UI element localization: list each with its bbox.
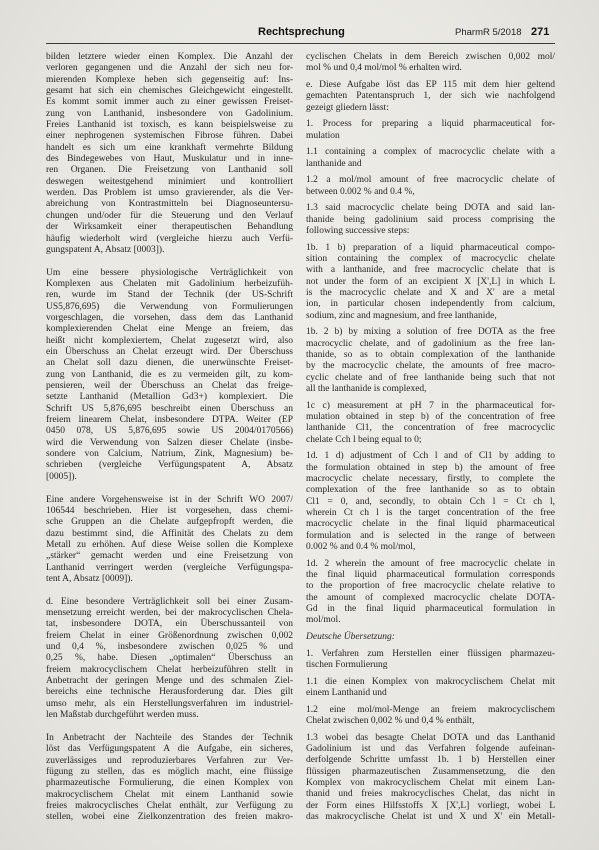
text-line: with a lanthanide, and free macrocyclic chelate that is bbox=[306, 265, 555, 276]
text-line: thanid und freies makrocyclisches Chelat, das nicht in bbox=[306, 789, 555, 800]
paragraph bbox=[306, 52, 555, 75]
text-line: macrocyclic chelate in the final liquid pharmaceutical bbox=[306, 519, 555, 530]
text-line: einer nephrogenen systemischen Fibrose führen. Dabei bbox=[46, 131, 293, 142]
text-line: sodium, zinc and magnesium, and free lanthanide, bbox=[306, 310, 497, 321]
text-line: Komplexen aus Chelaten mit Gadolinium herbeizufüh- bbox=[46, 278, 293, 289]
text-line: fügung zu stellen, das es möglich macht, eine flüssige bbox=[46, 766, 293, 777]
text-line: vorgeschlagen, die vorsehen, dass dem das Lanthanid bbox=[46, 312, 293, 323]
text-line: zung von Lanthanid, insbesondere von Gadolinium. bbox=[46, 108, 293, 119]
text-line: chungen und/oder für die Steuerung und den Verlauf bbox=[46, 210, 293, 221]
page-header bbox=[46, 24, 555, 44]
text-line: Freies Lanthanid ist toxisch, es kann beispielsweise zu bbox=[46, 120, 293, 131]
text-line: US5,876,695) die Verwendung von Formulierungen bbox=[46, 301, 293, 312]
paragraph bbox=[306, 677, 555, 700]
text-line: Schrift US 5,876,695 beschreibt einen Überschuss an bbox=[46, 403, 293, 414]
translation-heading: Deutsche Übersetzung: bbox=[306, 632, 395, 643]
text-line: len Maßstab durchgeführt werden muss. bbox=[46, 710, 199, 721]
text-line: handelt es sich um eine krankhaft vermehrte Bildung bbox=[46, 142, 293, 153]
text-line: e. Diese Aufgabe löst das EP 115 mit dem hier geltend bbox=[306, 79, 555, 90]
paragraph bbox=[306, 203, 555, 237]
text-line: gemachten Patentanspruch 1, der sich wie nachfolgend bbox=[306, 91, 555, 102]
text-line: bereichs eine technische Herausforderung dar. Dies gilt bbox=[46, 687, 293, 698]
text-line: Cl1 = 0, and, secondly, to obtain Cch l = Ct ch l, bbox=[306, 496, 555, 507]
text-line: freiem Chelat in einer Größenordnung zwischen 0,002 bbox=[46, 630, 293, 641]
paragraph bbox=[306, 705, 555, 728]
text-line: formulation and is selected in the range of between bbox=[306, 530, 555, 541]
text-line: verloren gegangenen und die Anzahl der sich neu for- bbox=[46, 63, 293, 74]
text-line: heißt nicht komplexiertem, Chelat zugesetzt wird, also bbox=[46, 335, 293, 346]
text-line: lanthanide Cl1, the concentration of free macrocyclic bbox=[306, 423, 555, 434]
text-line: Anbetracht der geringen Menge und des schmalen Ziel- bbox=[46, 676, 293, 687]
text-line: the formulation obtained in step b) the amount of free bbox=[306, 462, 555, 473]
text-line: 1.3 said macrocyclic chelate being DOTA and said lan- bbox=[306, 203, 555, 214]
text-line: der Wirksamkeit einer therapeutischen Behandlung bbox=[46, 222, 293, 233]
text-line: Eine andere Vorgehensweise ist in der Schrift WO 2007/ bbox=[46, 494, 293, 505]
text-line: komplexierenden Chelat eine Menge an freiem, das bbox=[46, 324, 293, 335]
claim-translation-text bbox=[306, 649, 555, 824]
text-line: wherein Ct ch l is the target concentration of the free bbox=[306, 508, 555, 519]
text-line: to the proportion of free macrocyclic chelate relative to bbox=[306, 581, 555, 592]
text-line: tent A, Absatz [0009]). bbox=[46, 573, 133, 584]
paragraph bbox=[306, 451, 555, 553]
text-line: schrieben (vergleiche Verfügungspatent A, Absatz bbox=[46, 460, 293, 471]
text-line: dazu bestimmt sind, die Affinität des Chelats zu dem bbox=[46, 528, 293, 539]
text-line: zuverlässiges und reproduzierbares Verfahren zur Ver- bbox=[46, 755, 293, 766]
text-line: mensetzung erreicht werden, bei der makrocyclischen Chela- bbox=[46, 607, 293, 618]
text-line: pharmazeutische Formulierung, die einen Komplex von bbox=[46, 778, 293, 789]
text-line: pensieren, weil der Überschuss an Chelat das freige- bbox=[46, 381, 293, 392]
text-line: cyclischen Chelats in dem Bereich zwischen 0,002 mol/ bbox=[306, 52, 555, 62]
text-line: sche Gruppen an die Chelate aufgepfropft werden, die bbox=[46, 517, 293, 528]
text-line: 1. Process for preparing a liquid pharmaceutical for- bbox=[306, 119, 555, 130]
text-line: das makrocyclische Chelat ist und X und X' ein Metall- bbox=[306, 812, 555, 823]
text-line: Chelat zwischen 0,002 % und 0,4 % enthält, bbox=[306, 716, 475, 727]
text-line: Um eine bessere physiologische Verträglichkeit von bbox=[46, 267, 293, 278]
text-line: chelate Cch l being equal to 0; bbox=[306, 434, 422, 445]
paragraph bbox=[306, 243, 555, 322]
text-line: 1.2 a mol/mol amount of free macrocyclic chelate of bbox=[306, 175, 555, 186]
text-line: ion, in particular chosen independently from calcium, bbox=[306, 299, 555, 310]
text-line: mulation obtained in step b) of the concentration of free bbox=[306, 412, 555, 422]
text-line: ein Überschuss an Chelat erzeugt wird. Der Überschuss bbox=[46, 346, 293, 357]
text-line: 1.1 die einen Komplex von makrocyclischem Chelat mit bbox=[306, 676, 555, 687]
journal-issue: PharmR 5/2018 bbox=[455, 27, 522, 38]
text-line: 1b. 2 b) by mixing a solution of free DOTA as the free bbox=[306, 327, 555, 338]
paragraph bbox=[306, 327, 555, 395]
text-line: by the macrocyclic chelate, the amounts of free macro- bbox=[306, 361, 555, 372]
text-line: thanide being gadolinium said process comprising the bbox=[306, 214, 555, 225]
text-line: Komplex von makrocyclischem Chelat mit einem Lan- bbox=[306, 778, 555, 789]
text-line: setzte Lanthanid (Metallion Gd3+) komplexiert. Die bbox=[46, 392, 293, 403]
text-line: tischen Formulierung bbox=[306, 660, 388, 671]
text-line: deswegen weitestgehend minimiert und kontrolliert bbox=[46, 176, 293, 187]
text-line: lanthanide and bbox=[306, 158, 362, 169]
text-line: cyclic chelate and of free lanthanide being such that not bbox=[306, 372, 555, 383]
text-line: all the lanthanide is complexed, bbox=[306, 384, 427, 395]
text-line: 1c c) measurement at pH 7 in the pharmaceutical for- bbox=[306, 400, 555, 411]
text-line: not under the form of an excipient X [X',L] in which L bbox=[306, 276, 555, 287]
paragraph bbox=[46, 597, 293, 722]
paragraph bbox=[306, 147, 555, 170]
text-line: makrocyclischem Chelat mit einem Lanthanid sowie bbox=[46, 789, 293, 800]
text-line: tat, insbesondere DOTA, ein Überschussanteil von bbox=[46, 619, 293, 630]
text-line: macrocyclic chelate, and of gadolinium as the free lan- bbox=[306, 338, 555, 349]
paragraph bbox=[306, 175, 555, 198]
text-line: und 0,4 %, insbesondere zwischen 0,025 % und bbox=[46, 642, 293, 653]
text-line: [0005]). bbox=[46, 471, 77, 482]
text-line: abreichung von Kontrastmitteln bei Diagnoseuntersu- bbox=[46, 199, 293, 210]
text-line: sondere von Calcium, Natrium, Zink, Magnesium) be- bbox=[46, 449, 293, 460]
section-title: Rechtsprechung bbox=[258, 26, 345, 38]
text-line: gezeigt gliedern lässt: bbox=[306, 102, 389, 113]
paragraph bbox=[306, 401, 555, 446]
paragraph bbox=[306, 649, 555, 672]
text-line: In Anbetracht der Nachteile des Standes der Technik bbox=[46, 732, 293, 743]
text-line: 1. Verfahren zum Herstellen einer flüssigen pharmazeu- bbox=[306, 648, 555, 659]
text-line: einem Lanthanid und bbox=[306, 688, 387, 699]
text-line: löst das Verfügungspatent A die Aufgabe, ein sicheres, bbox=[46, 744, 293, 755]
text-line: freiem makrocyclischem Chelat herbeizuführen stellt in bbox=[46, 664, 293, 675]
text-line: macrocyclic chelate necessary, firstly, to complete the bbox=[306, 474, 555, 485]
text-line: stellen, wobei eine Zielkonzentration des freien makro- bbox=[46, 812, 293, 823]
text-line: between 0.002 % and 0.4 %, bbox=[306, 186, 415, 197]
text-line: werden. Das Problem ist umso gravierender, als die Ver- bbox=[46, 188, 293, 199]
text-line: derfolgende Schritte umfasst 1b. 1 b) Herstellen einer bbox=[306, 755, 555, 766]
text-line: wird die Verwendung von Salzen dieser Chelate (insbe- bbox=[46, 437, 293, 448]
left-column bbox=[46, 52, 293, 824]
text-line: Metall zu erhöhen. Auf diese Weise sollen die Komplexe bbox=[46, 539, 293, 550]
paragraph bbox=[46, 52, 293, 256]
text-line: 1d. 1 d) adjustment of Cch l and of Cl1 by adding to bbox=[306, 451, 555, 462]
text-line: 0,25 %, habe. Diesen „optimalen“ Überschuss an bbox=[46, 653, 293, 664]
text-line: an Chelat soll dazu dienen, die unerwünschte Freiset- bbox=[46, 358, 293, 369]
text-line: häufig wiederholt wird (vergleiche hierzu auch Verfü- bbox=[46, 233, 293, 244]
text-line: following successive steps: bbox=[306, 225, 410, 236]
text-line: gungspatent A, Absatz [0003]). bbox=[46, 244, 165, 255]
text-line: mierenden Komplexe heben sich gegenseitig auf: Ins- bbox=[46, 74, 293, 85]
text-line: des Bindegewebes von Haut, Muskulatur und in inne- bbox=[46, 154, 293, 165]
text-line: 1.1 containing a complex of macrocyclic chelate with a bbox=[306, 147, 555, 158]
paragraph bbox=[306, 559, 555, 627]
text-line: mol/mol. bbox=[306, 615, 341, 626]
right-column bbox=[306, 52, 555, 823]
paragraph bbox=[306, 733, 555, 824]
text-line: mulation bbox=[306, 130, 340, 141]
text-line: „stärker“ gemacht werden und eine Freisetzung von bbox=[46, 551, 293, 562]
text-line: der Form eines Hilfsstoffs X [X',L] vorliegt, wobei L bbox=[306, 800, 555, 811]
text-line: is the macrocyclic chelate and X and X' are a metal bbox=[306, 287, 555, 298]
text-line: the final liquid pharmaceutical formulation corresponds bbox=[306, 570, 555, 581]
text-line: d. Eine besondere Verträglichkeit soll bei einer Zusam- bbox=[46, 596, 293, 607]
text-line: thanide, so as to obtain complexation of the lanthanide bbox=[306, 349, 555, 360]
text-line: Es kommt somit immer auch zu einer gewissen Freiset- bbox=[46, 97, 293, 108]
text-line: freies makrocyclisches Chelat enthält, zur Verfügung zu bbox=[46, 800, 293, 811]
text-line: 0.002 % and 0.4 % mol/mol, bbox=[306, 542, 416, 553]
text-line: ren Organen. Die Freisetzung von Lanthanid soll bbox=[46, 165, 293, 176]
text-line: 1.3 wobei das besagte Chelat DOTA und das Lanthanid bbox=[306, 732, 555, 743]
text-line: Gadolinium ist und das Verfahren folgende aufeinan- bbox=[306, 744, 555, 755]
text-line: ren, wurde im Stand der Technik (der US-Schrift bbox=[46, 290, 293, 301]
paragraph bbox=[306, 119, 555, 142]
paragraph bbox=[46, 495, 293, 586]
text-line: the amount of complexed macrocyclic chelate DOTA- bbox=[306, 592, 555, 603]
text-line: mol % und 0,4 mol/mol % erhalten wird. bbox=[306, 63, 462, 74]
text-line: 106544 beschrieben. Hier ist vorgesehen, dass chemi- bbox=[46, 505, 293, 516]
paragraph bbox=[46, 268, 293, 484]
text-line: bilden letztere wieder einen Komplex. Die Anzahl der bbox=[46, 52, 293, 62]
text-line: flüssigen pharmazeutischen Zusammensetzung, die den bbox=[306, 766, 555, 777]
text-line: 1b. 1 b) preparation of a liquid pharmaceutical compo- bbox=[306, 242, 555, 253]
claim-original-text bbox=[306, 52, 555, 627]
text-line: zung von Lanthanid, die es zu vermeiden gilt, zu kom- bbox=[46, 369, 293, 380]
text-line: Gd in the final liquid pharmaceutical formulation in bbox=[306, 604, 555, 615]
paragraph bbox=[306, 80, 555, 114]
text-line: complexation of the free lanthanide so as to obtain bbox=[306, 485, 555, 496]
text-line: umso mehr, als ein Herstellungsverfahren im industriel- bbox=[46, 698, 293, 709]
text-line: 0450 078, US 5,876,695 sowie US 2004/0170566) bbox=[46, 426, 293, 437]
text-line: gesamt hat sich ein chemisches Gleichgewicht eingestellt. bbox=[46, 86, 293, 97]
text-line: freiem linearem Chelat, insbesondere DTPA. Weiter (EP bbox=[46, 415, 293, 426]
text-line: 1d. 2 wherein the amount of free macrocyclic chelate in bbox=[306, 558, 555, 569]
text-line: 1.2 eine mol/mol-Menge an freiem makrocyclischem bbox=[306, 704, 555, 715]
text-line: Lanthanid verringert werden (vergleiche Verfügungspa- bbox=[46, 562, 293, 573]
page-number: 271 bbox=[531, 26, 550, 38]
paragraph bbox=[46, 733, 293, 824]
text-line: sition containing the complex of macrocyclic chelate bbox=[306, 253, 555, 264]
